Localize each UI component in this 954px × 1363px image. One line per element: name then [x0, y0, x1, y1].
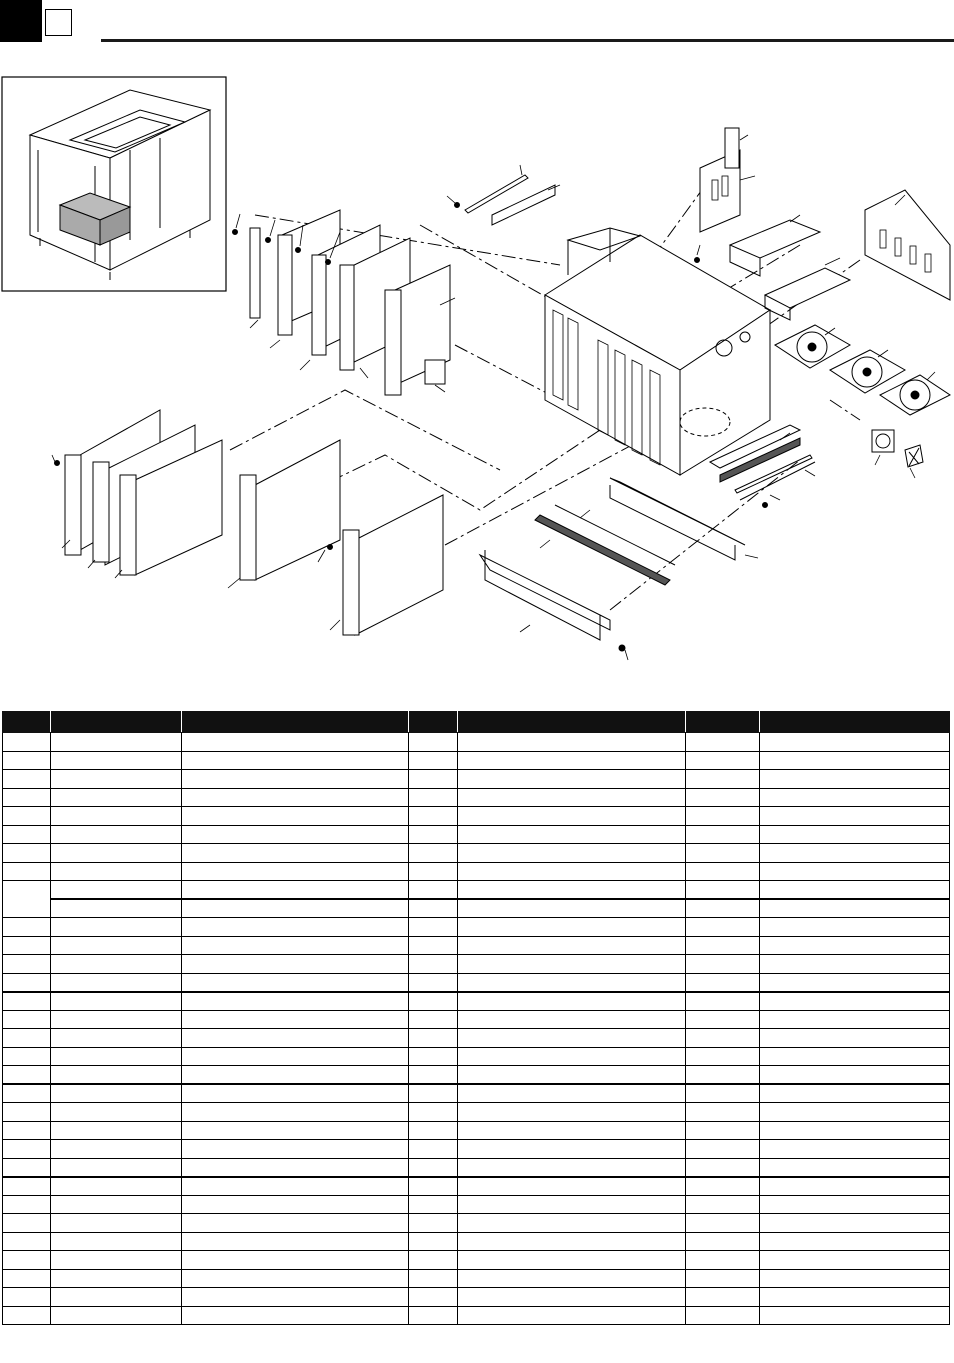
table-cell	[458, 1214, 686, 1233]
table-cell	[182, 844, 409, 863]
table-cell	[3, 918, 51, 937]
table-cell	[3, 1084, 51, 1103]
table-cell	[686, 936, 760, 955]
table-cell	[409, 788, 458, 807]
table-cell	[3, 1195, 51, 1214]
table-cell	[3, 1288, 51, 1307]
table-cell	[760, 1232, 950, 1251]
table-row	[3, 1140, 950, 1159]
table-cell	[686, 1066, 760, 1085]
table-cell	[760, 881, 950, 900]
table-cell	[182, 1232, 409, 1251]
table-cell	[182, 918, 409, 937]
table-cell	[458, 1306, 686, 1325]
table-cell	[3, 1140, 51, 1159]
table-cell	[51, 973, 182, 992]
table-cell	[760, 1306, 950, 1325]
table-cell	[3, 1177, 51, 1196]
table-cell	[51, 1158, 182, 1177]
table-row	[3, 1251, 950, 1270]
table-cell	[409, 1214, 458, 1233]
table-cell	[686, 1306, 760, 1325]
table-cell	[409, 1158, 458, 1177]
table-row	[3, 1103, 950, 1122]
table-cell	[51, 807, 182, 826]
table-cell	[182, 751, 409, 770]
table-cell	[409, 1232, 458, 1251]
table-cell	[409, 825, 458, 844]
table-row	[3, 1084, 950, 1103]
table-cell	[686, 751, 760, 770]
table-cell	[760, 1103, 950, 1122]
table-cell	[458, 1232, 686, 1251]
table-cell	[51, 1084, 182, 1103]
table-cell	[182, 1121, 409, 1140]
table-cell	[409, 1306, 458, 1325]
table-cell	[51, 899, 182, 918]
table-cell	[182, 733, 409, 752]
table-cell	[409, 881, 458, 900]
table-cell	[458, 899, 686, 918]
table-header-row	[3, 712, 950, 733]
table-cell	[760, 1010, 950, 1029]
table-cell	[686, 899, 760, 918]
table-cell	[458, 918, 686, 937]
table-cell	[51, 733, 182, 752]
table-cell	[760, 1140, 950, 1159]
table-cell	[3, 1047, 51, 1066]
table-cell	[51, 1214, 182, 1233]
table-cell	[686, 1288, 760, 1307]
table-cell	[182, 1177, 409, 1196]
table-cell	[458, 751, 686, 770]
table-cell	[182, 992, 409, 1011]
header-rule	[101, 39, 954, 42]
table-cell	[409, 899, 458, 918]
table-cell	[182, 1251, 409, 1270]
header-cell	[3, 712, 51, 733]
table-cell	[760, 1288, 950, 1307]
table-cell	[182, 1066, 409, 1085]
table-cell	[3, 936, 51, 955]
table-row	[3, 733, 950, 752]
table-cell	[409, 733, 458, 752]
table-cell	[51, 1251, 182, 1270]
table-cell	[3, 955, 51, 974]
table-cell	[686, 1140, 760, 1159]
table-cell	[458, 1010, 686, 1029]
table-cell	[51, 1306, 182, 1325]
table-cell	[3, 807, 51, 826]
table-cell	[458, 1195, 686, 1214]
table-row	[3, 1214, 950, 1233]
table-cell	[182, 1140, 409, 1159]
table-cell	[760, 788, 950, 807]
table-cell	[51, 1232, 182, 1251]
table-cell	[458, 1103, 686, 1122]
table-cell	[182, 1269, 409, 1288]
table-cell	[51, 918, 182, 937]
table-cell	[3, 1158, 51, 1177]
table-row	[3, 1195, 950, 1214]
table-cell	[458, 1140, 686, 1159]
table-cell	[760, 899, 950, 918]
table-cell	[3, 881, 51, 918]
plug-in-boards-left	[250, 210, 450, 395]
table-cell	[760, 1066, 950, 1085]
table-cell	[686, 825, 760, 844]
table-cell	[409, 936, 458, 955]
table-cell	[760, 1195, 950, 1214]
parts-list-table	[2, 711, 950, 1325]
table-cell	[760, 992, 950, 1011]
table-cell	[409, 1103, 458, 1122]
table-cell	[409, 992, 458, 1011]
table-cell	[760, 1029, 950, 1048]
table-cell	[686, 1251, 760, 1270]
table-row	[3, 1158, 950, 1177]
table-cell	[409, 1288, 458, 1307]
table-cell	[3, 1066, 51, 1085]
table-cell	[51, 1066, 182, 1085]
table-cell	[458, 1047, 686, 1066]
table-cell	[686, 918, 760, 937]
table-cell	[409, 1066, 458, 1085]
table-cell	[760, 1269, 950, 1288]
table-cell	[686, 788, 760, 807]
table-cell	[409, 918, 458, 937]
table-cell	[182, 881, 409, 900]
table-row	[3, 1306, 950, 1325]
table-cell	[409, 1121, 458, 1140]
table-cell	[3, 1103, 51, 1122]
table-cell	[3, 770, 51, 789]
table-cell	[51, 1269, 182, 1288]
table-cell	[458, 992, 686, 1011]
table-row	[3, 751, 950, 770]
table-cell	[51, 1010, 182, 1029]
table-cell	[760, 973, 950, 992]
table-cell	[51, 1121, 182, 1140]
table-cell	[458, 1251, 686, 1270]
table-cell	[409, 1047, 458, 1066]
table-cell	[3, 1232, 51, 1251]
table-cell	[686, 862, 760, 881]
table-cell	[686, 1214, 760, 1233]
table-cell	[458, 936, 686, 955]
header-cell	[182, 712, 409, 733]
table-cell	[760, 955, 950, 974]
table-cell	[760, 936, 950, 955]
table-cell	[686, 973, 760, 992]
table-row	[3, 1066, 950, 1085]
table-cell	[409, 751, 458, 770]
table-cell	[760, 1158, 950, 1177]
table-cell	[760, 1047, 950, 1066]
header-cell	[409, 712, 458, 733]
table-cell	[760, 751, 950, 770]
table-cell	[760, 1121, 950, 1140]
table-cell	[409, 1269, 458, 1288]
table-cell	[182, 973, 409, 992]
table-cell	[760, 807, 950, 826]
table-row	[3, 825, 950, 844]
table-cell	[409, 955, 458, 974]
table-cell	[51, 1047, 182, 1066]
table-cell	[686, 733, 760, 752]
table-cell	[409, 1251, 458, 1270]
table-cell	[3, 862, 51, 881]
table-cell	[458, 807, 686, 826]
table-cell	[458, 1177, 686, 1196]
table-cell	[760, 1084, 950, 1103]
table-cell	[409, 973, 458, 992]
table-cell	[51, 844, 182, 863]
table-cell	[686, 1029, 760, 1048]
table-row	[3, 936, 950, 955]
plug-in-boards-lower	[65, 410, 443, 635]
table-cell	[409, 1010, 458, 1029]
table-cell	[182, 770, 409, 789]
table-cell	[760, 770, 950, 789]
table-row	[3, 992, 950, 1011]
table-cell	[458, 844, 686, 863]
table-cell	[458, 1066, 686, 1085]
table-row	[3, 881, 950, 900]
table-cell	[409, 862, 458, 881]
table-cell	[458, 1084, 686, 1103]
table-cell	[182, 1103, 409, 1122]
table-row	[3, 788, 950, 807]
table-row	[3, 807, 950, 826]
table-cell	[182, 899, 409, 918]
table-cell	[3, 1010, 51, 1029]
table-cell	[458, 1158, 686, 1177]
table-row	[3, 1288, 950, 1307]
table-cell	[51, 936, 182, 955]
table-row	[3, 1047, 950, 1066]
table-cell	[458, 1288, 686, 1307]
table-cell	[686, 1177, 760, 1196]
table-cell	[3, 1251, 51, 1270]
table-cell	[51, 770, 182, 789]
machine-overview-inset	[2, 77, 226, 291]
exploded-parts-diagram	[0, 60, 954, 680]
table-cell	[3, 751, 51, 770]
table-row	[3, 1269, 950, 1288]
table-row	[3, 1029, 950, 1048]
table-cell	[458, 881, 686, 900]
table-cell	[3, 1121, 51, 1140]
table-row	[3, 1177, 950, 1196]
table-cell	[3, 1029, 51, 1048]
table-cell	[182, 862, 409, 881]
table-cell	[3, 1269, 51, 1288]
table-cell	[686, 770, 760, 789]
table-cell	[760, 733, 950, 752]
table-cell	[51, 1103, 182, 1122]
table-cell	[409, 1029, 458, 1048]
table-cell	[51, 1177, 182, 1196]
table-cell	[51, 1140, 182, 1159]
table-cell	[51, 788, 182, 807]
table-cell	[686, 955, 760, 974]
table-cell	[3, 825, 51, 844]
table-cell	[409, 1084, 458, 1103]
table-cell	[760, 844, 950, 863]
table-row	[3, 1232, 950, 1251]
table-cell	[51, 881, 182, 900]
table-cell	[182, 936, 409, 955]
table-cell	[51, 992, 182, 1011]
table-cell	[182, 788, 409, 807]
table-cell	[686, 1158, 760, 1177]
table-cell	[182, 1288, 409, 1307]
table-cell	[458, 973, 686, 992]
table-cell	[3, 788, 51, 807]
table-cell	[51, 1288, 182, 1307]
table-cell	[182, 1195, 409, 1214]
table-cell	[182, 807, 409, 826]
table-cell	[458, 1029, 686, 1048]
table-cell	[686, 1269, 760, 1288]
table-cell	[458, 1121, 686, 1140]
table-cell	[686, 1103, 760, 1122]
header-cell	[760, 712, 950, 733]
table-cell	[409, 844, 458, 863]
table-cell	[760, 918, 950, 937]
table-row	[3, 899, 950, 918]
table-body	[3, 733, 950, 1325]
table-cell	[686, 1121, 760, 1140]
table-cell	[458, 733, 686, 752]
table-row	[3, 973, 950, 992]
table-row	[3, 862, 950, 881]
table-cell	[182, 1047, 409, 1066]
table-cell	[51, 1029, 182, 1048]
table-cell	[409, 1195, 458, 1214]
table-cell	[760, 1214, 950, 1233]
table-cell	[409, 1140, 458, 1159]
table-cell	[686, 1232, 760, 1251]
table-cell	[409, 770, 458, 789]
table-cell	[458, 770, 686, 789]
table-row	[3, 1010, 950, 1029]
table-cell	[3, 1306, 51, 1325]
table-row	[3, 844, 950, 863]
table-cell	[182, 955, 409, 974]
table-cell	[182, 1158, 409, 1177]
table-cell	[182, 1029, 409, 1048]
table-cell	[760, 1177, 950, 1196]
page-index-box	[45, 9, 72, 36]
table-cell	[51, 955, 182, 974]
table-cell	[3, 733, 51, 752]
cooling-fans	[775, 325, 950, 467]
table-cell	[182, 1306, 409, 1325]
table-row	[3, 770, 950, 789]
table-cell	[458, 955, 686, 974]
table-cell	[686, 992, 760, 1011]
table-cell	[182, 1214, 409, 1233]
table-cell	[182, 825, 409, 844]
table-cell	[182, 1010, 409, 1029]
table-cell	[409, 807, 458, 826]
table-cell	[458, 825, 686, 844]
table-cell	[3, 1214, 51, 1233]
table-cell	[458, 1269, 686, 1288]
table-cell	[51, 1195, 182, 1214]
table-cell	[686, 1195, 760, 1214]
table-cell	[686, 881, 760, 900]
table-cell	[182, 1084, 409, 1103]
table-cell	[51, 751, 182, 770]
table-cell	[686, 807, 760, 826]
header-cell	[686, 712, 760, 733]
header-cell	[458, 712, 686, 733]
table-cell	[51, 825, 182, 844]
table-cell	[760, 825, 950, 844]
table-row	[3, 955, 950, 974]
table-row	[3, 918, 950, 937]
table-cell	[409, 1177, 458, 1196]
table-cell	[3, 844, 51, 863]
header-cell	[51, 712, 182, 733]
table-cell	[686, 1010, 760, 1029]
table-cell	[686, 1047, 760, 1066]
table-cell	[760, 1251, 950, 1270]
table-cell	[51, 862, 182, 881]
table-cell	[686, 844, 760, 863]
table-cell	[458, 862, 686, 881]
table-cell	[3, 973, 51, 992]
table-cell	[458, 788, 686, 807]
table-cell	[760, 862, 950, 881]
section-marker-block	[0, 0, 42, 42]
table-cell	[686, 1084, 760, 1103]
table-row	[3, 1121, 950, 1140]
table-cell	[3, 992, 51, 1011]
